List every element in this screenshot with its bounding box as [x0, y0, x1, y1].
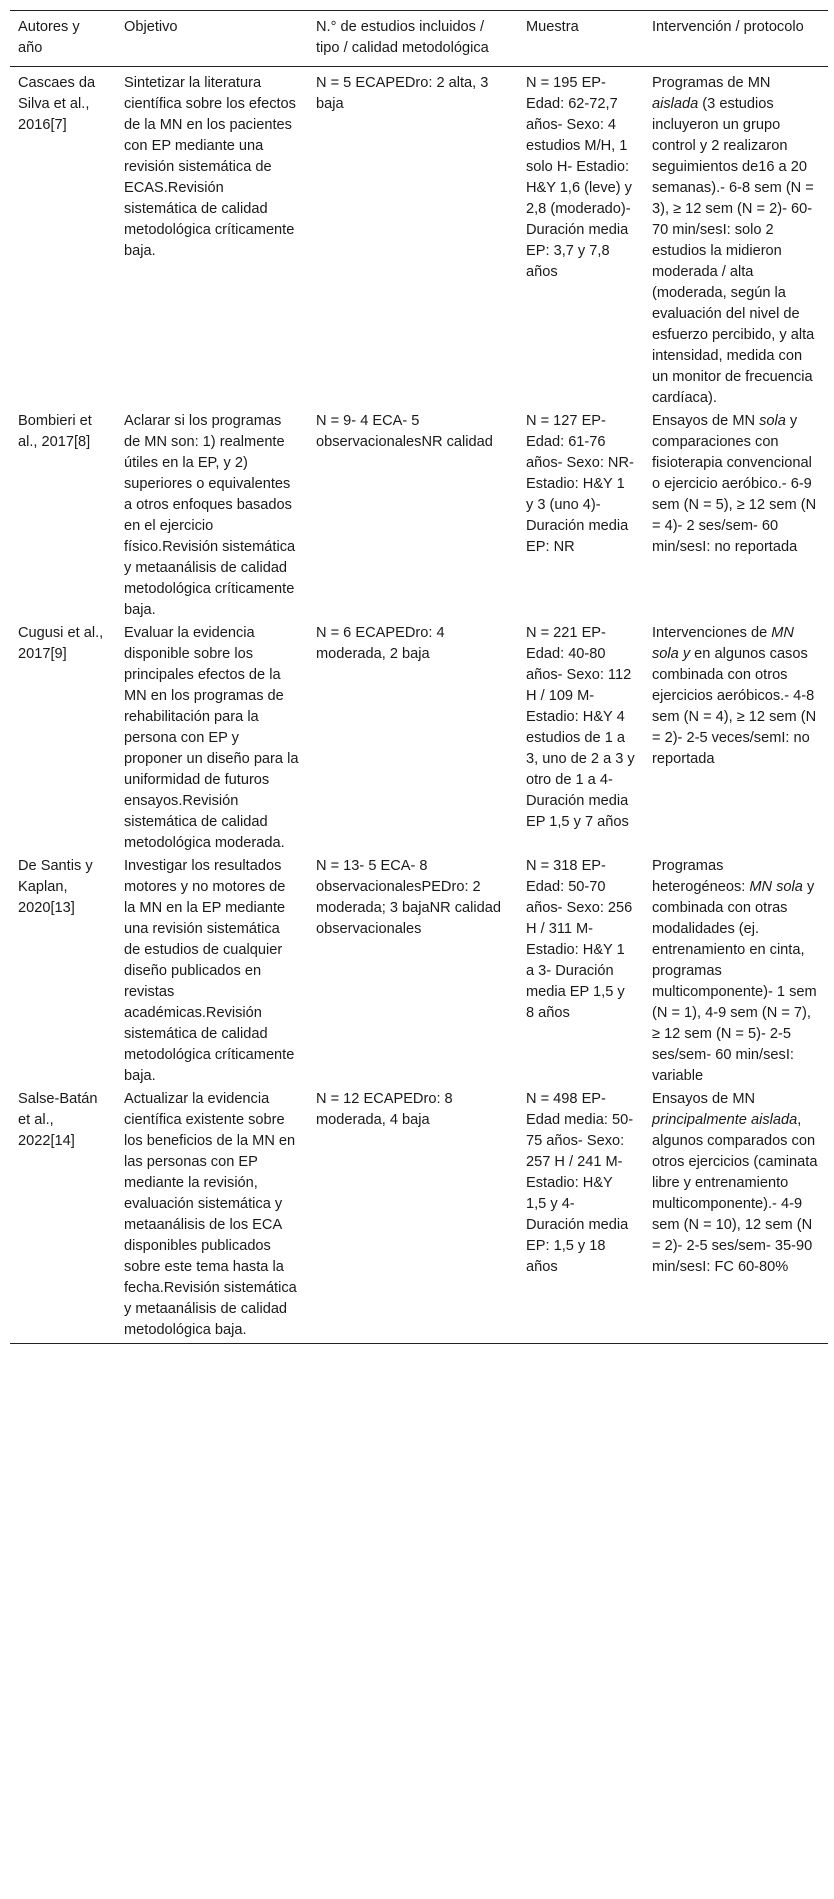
intervention-text: Ensayos de MN: [652, 1091, 756, 1107]
cell-intervention: [644, 67, 828, 412]
cell-studies: N = 9- 4 ECA- 5 observacionalesNR calidad: [316, 413, 493, 450]
intervention-text: (3 estudios incluyeron un grupo control y 2 realizaron seguimientos de16 a 20 semanas).- 6-8 sem (N = 3), ≥ 12 sem (N = 2)- 60-70 min/sesI: solo 2 estudios la midieron moderada / alta (moderada, según la evaluación del nivel de esfuerzo percibido, y alta intensidad, medida con un monitor de frecuencia cardíaca).: [652, 96, 815, 406]
header-authors: Autores y año: [18, 19, 80, 56]
table-row: [10, 856, 828, 1089]
cell-objective: Aclarar si los programas de MN son: 1) realmente útiles en la EP, y 2) superiores o equivalentes a otros enfoques basados en el ejercicio físico.Revisión sistemática y metaanálisis de calidad metodológica críticamente baja.: [124, 413, 296, 618]
cell-sample: N = 318 EP- Edad: 50-70 años- Sexo: 256 H / 311 M- Estadio: H&Y 1 a 3- Duración media EP 1,5 y 8 años: [526, 858, 633, 1021]
cell-sample: N = 221 EP- Edad: 40-80 años- Sexo: 112 H / 109 M- Estadio: H&Y 4 estudios de 1 a 3, uno de 2 a 3 y otro de 1 a 4- Duración media EP 1,5 y 7 años: [526, 625, 635, 830]
table-row: [10, 623, 828, 856]
intervention-text: y combinada con otras modalidades (ej. entrenamiento en cinta, programas multicomponente)- 1 sem (N = 1), 4-9 sem (N = 7), ≥ 12 sem (N = 5)- 2-5 ses/sem- 60 min/sesI: variable: [652, 879, 817, 1084]
intervention-emphasis: aislada: [652, 96, 699, 112]
intervention-emphasis: MN sola: [749, 879, 803, 895]
intervention-text: y comparaciones con fisioterapia convencional o ejercicio aeróbico.- 6-9 sem (N = 5), ≥ 12 sem (N = 4)- 2 ses/sem- 60 min/sesI: no reportada: [652, 413, 817, 555]
table-row: [10, 411, 828, 623]
systematic-reviews-table: [10, 10, 828, 1344]
header-objective: Objetivo: [124, 19, 178, 35]
intervention-text: , algunos comparados con otros ejercicios (caminata libre y entrenamiento multicomponente).- 4-9 sem (N = 10), 12 sem (N = 2)- 2-5 ses/sem- 35-90 min/sesI: FC 60-80%: [652, 1112, 818, 1275]
review-table-container: [10, 10, 828, 1344]
header-intervention: Intervención / protocolo: [652, 19, 804, 35]
cell-studies: N = 12 ECAPEDro: 8 moderada, 4 baja: [316, 1091, 453, 1128]
cell-authors: Salse-Batán et al., 2022[14]: [18, 1091, 98, 1149]
cell-objective: Investigar los resultados motores y no motores de la MN en la EP mediante una revisión sistemática de estudios de cualquier diseño publicados en revistas académicas.Revisión sistemática de calidad metodológica críticamente baja.: [124, 858, 295, 1084]
cell-sample: N = 195 EP- Edad: 62-72,7 años- Sexo: 4 estudios M/H, 1 solo H- Estadio: H&Y 1,6 (leve) y 2,8 (moderado)- Duración media EP: 3,7 y 7,8 años: [526, 75, 632, 280]
intervention-text: Intervenciones de: [652, 625, 772, 641]
cell-objective: Evaluar la evidencia disponible sobre los principales efectos de la MN en los programas de rehabilitación para la persona con EP y proponer un diseño para la uniformidad de futuros ensayos.Revisión sistemática de calidad metodológica moderada.: [124, 625, 299, 851]
table-body: [10, 67, 828, 1344]
cell-intervention: [644, 1089, 828, 1344]
cell-authors: Cascaes da Silva et al., 2016[7]: [18, 75, 96, 133]
intervention-emphasis: sola: [759, 413, 786, 429]
intervention-text: Programas de MN: [652, 75, 771, 91]
cell-sample: N = 127 EP- Edad: 61-76 años- Sexo: NR- Estadio: H&Y 1 y 3 (uno 4)- Duración media EP: NR: [526, 413, 634, 555]
table-row: [10, 1089, 828, 1344]
cell-intervention: [644, 623, 828, 856]
intervention-text: en algunos casos combinada con otros ejercicios aeróbicos.- 4-8 sem (N = 4), ≥ 12 sem (N = 2)- 2-5 veces/semI: no reportada: [652, 646, 817, 767]
intervention-emphasis: principalmente aislada: [652, 1112, 798, 1128]
header-sample: Muestra: [526, 19, 579, 35]
intervention-text: Ensayos de MN: [652, 413, 760, 429]
cell-objective: Actualizar la evidencia científica existente sobre los beneficios de la MN en las personas con EP mediante la revisión, evaluación sistemática y metaanálisis de los ECA disponibles publicados sobre este tema hasta la fecha.Revisión sistemática y metaanálisis de calidad metodológica baja.: [124, 1091, 297, 1338]
cell-authors: Cugusi et al., 2017[9]: [18, 625, 104, 662]
header-row: [10, 11, 828, 67]
cell-studies: N = 6 ECAPEDro: 4 moderada, 2 baja: [316, 625, 445, 662]
cell-authors: De Santis y Kaplan, 2020[13]: [18, 858, 93, 916]
cell-intervention: [644, 411, 828, 623]
table-header: [10, 11, 828, 67]
header-studies: N.° de estudios incluidos / tipo / calidad metodológica: [316, 19, 489, 56]
cell-studies: N = 13- 5 ECA- 8 observacionalesPEDro: 2 moderada; 3 bajaNR calidad observacionales: [316, 858, 501, 937]
cell-authors: Bombieri et al., 2017[8]: [18, 413, 92, 450]
intervention-text: Programas heterogéneos:: [652, 858, 750, 895]
intervention-emphasis: MN sola y: [652, 625, 794, 662]
cell-objective: Sintetizar la literatura científica sobre los efectos de la MN en los pacientes con EP mediante una revisión sistemática de ECAS.Revisión sistemática de calidad metodológica críticamente baja.: [124, 75, 296, 259]
cell-sample: N = 498 EP- Edad media: 50-75 años- Sexo: 257 H / 241 M- Estadio: H&Y 1,5 y 4- Duración media EP: 1,5 y 18 años: [526, 1091, 634, 1275]
cell-studies: N = 5 ECAPEDro: 2 alta, 3 baja: [316, 75, 489, 112]
cell-intervention: [644, 856, 828, 1089]
table-row: [10, 67, 828, 412]
